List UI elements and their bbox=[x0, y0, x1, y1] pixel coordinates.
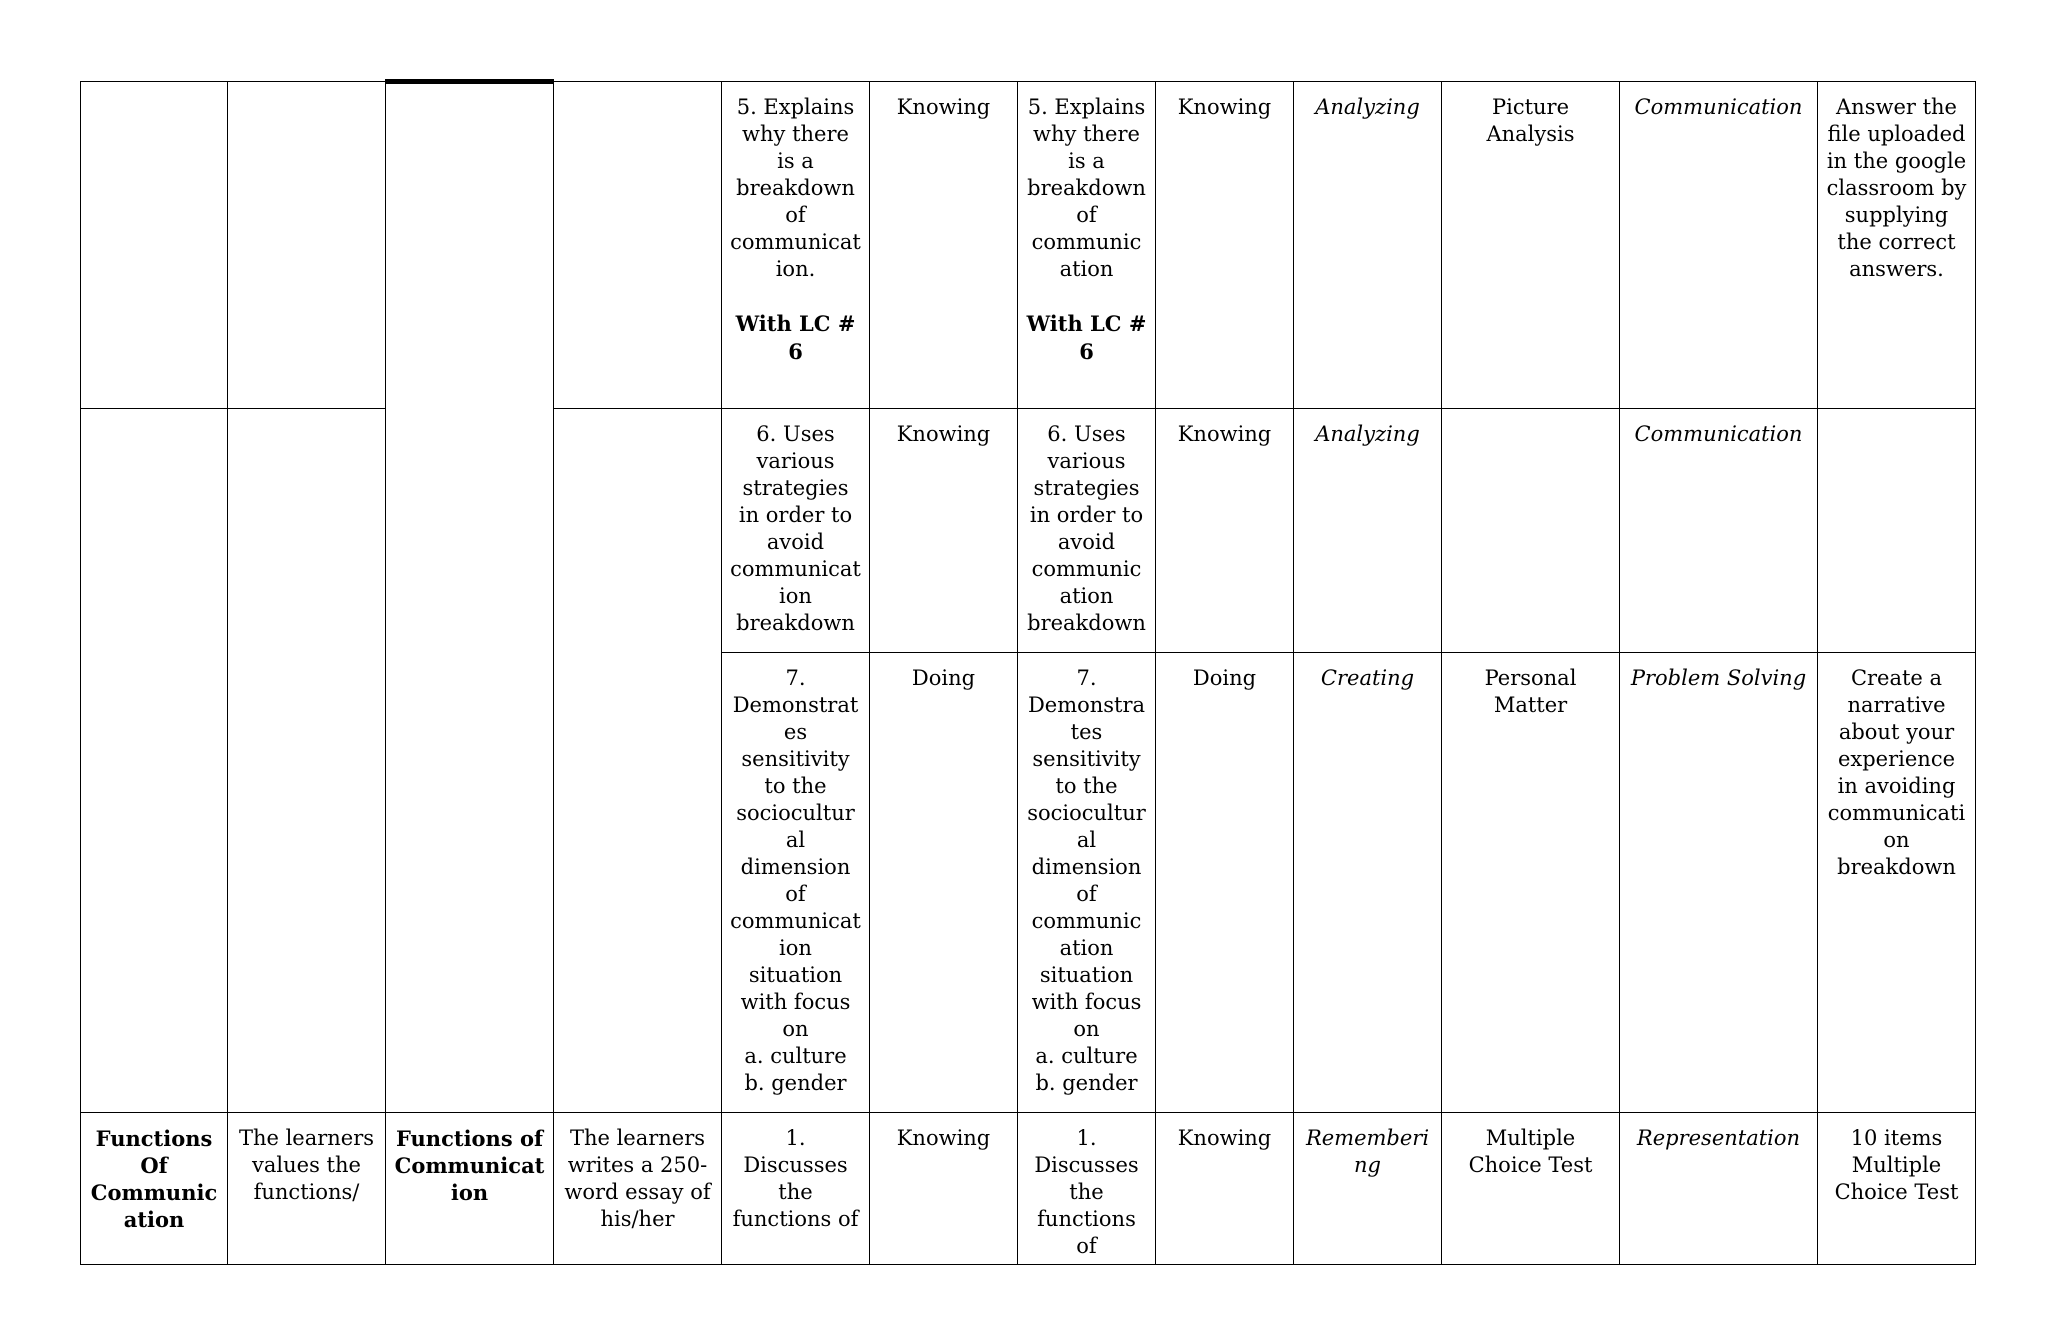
lc-cell: 6. Uses various strategies in order to avoid communication breakdown bbox=[722, 409, 870, 653]
curriculum-table bbox=[80, 79, 1976, 1265]
competency-cell: Communication bbox=[1620, 409, 1818, 653]
objective-cell: 1. Discusses the functions of bbox=[1018, 1113, 1156, 1265]
competency-cell: Problem Solving bbox=[1620, 653, 1818, 1113]
objective-note: With LC # 6 bbox=[1026, 311, 1147, 364]
performance-standard-cell bbox=[554, 409, 722, 1113]
assessment-cell: Create a narrative about your experience in avoiding communication breakdown bbox=[1818, 653, 1976, 1113]
cognitive-level-cell: Analyzing bbox=[1294, 82, 1442, 409]
lc-domain-cell: Knowing bbox=[870, 409, 1018, 653]
topic-cell bbox=[81, 82, 228, 409]
content-standard-cell bbox=[228, 82, 386, 409]
cognitive-level-cell: Analyzing bbox=[1294, 409, 1442, 653]
content-standard-cell: The learners values the functions/ bbox=[228, 1113, 386, 1265]
objective-domain-cell: Knowing bbox=[1156, 1113, 1294, 1265]
assessment-cell bbox=[1818, 409, 1976, 653]
lc-domain-cell: Knowing bbox=[870, 82, 1018, 409]
table-row bbox=[81, 1113, 1976, 1265]
objective-cell bbox=[1018, 82, 1156, 409]
objective-domain-cell: Knowing bbox=[1156, 409, 1294, 653]
assessment-cell: Answer the file uploaded in the google classroom by supplying the correct answers. bbox=[1818, 82, 1976, 409]
objective-domain-cell: Doing bbox=[1156, 653, 1294, 1113]
objective-domain-cell: Knowing bbox=[1156, 82, 1294, 409]
table-row bbox=[81, 82, 1976, 409]
lc-text: 5. Explains why there is a breakdown of communication. bbox=[730, 95, 861, 281]
lc-note: With LC # 6 bbox=[735, 311, 856, 364]
assessment-cell: 10 items Multiple Choice Test bbox=[1818, 1113, 1976, 1265]
competency-cell: Representation bbox=[1620, 1113, 1818, 1265]
activity-cell: Multiple Choice Test bbox=[1442, 1113, 1620, 1265]
cognitive-level-cell: Remembering bbox=[1294, 1113, 1442, 1265]
competency-cell: Communication bbox=[1620, 82, 1818, 409]
objective-text: 5. Explains why there is a breakdown of communication bbox=[1027, 95, 1146, 281]
objective-cell: 6. Uses various strategies in order to avoid communication breakdown bbox=[1018, 409, 1156, 653]
lc-cell bbox=[722, 82, 870, 409]
topic-cell bbox=[81, 409, 228, 1113]
lesson-cell bbox=[386, 82, 554, 1113]
activity-cell: Picture Analysis bbox=[1442, 82, 1620, 409]
topic-cell: Functions Of Communication bbox=[81, 1113, 228, 1265]
lc-cell: 7. Demonstrates sensitivity to the sociocultural dimension of communication situation with focus on a. culture b. gender bbox=[722, 653, 870, 1113]
lc-domain-cell: Doing bbox=[870, 653, 1018, 1113]
activity-cell: Personal Matter bbox=[1442, 653, 1620, 1113]
content-standard-cell bbox=[228, 409, 386, 1113]
lc-cell: 1. Discusses the functions of bbox=[722, 1113, 870, 1265]
performance-standard-cell: The learners writes a 250-word essay of his/her bbox=[554, 1113, 722, 1265]
activity-cell bbox=[1442, 409, 1620, 653]
lesson-cell: Functions of Communication bbox=[386, 1113, 554, 1265]
performance-standard-cell bbox=[554, 82, 722, 409]
objective-cell: 7. Demonstrates sensitivity to the sociocultural dimension of communication situation with focus on a. culture b. gender bbox=[1018, 653, 1156, 1113]
lc-domain-cell: Knowing bbox=[870, 1113, 1018, 1265]
table-row bbox=[81, 409, 1976, 653]
cognitive-level-cell: Creating bbox=[1294, 653, 1442, 1113]
